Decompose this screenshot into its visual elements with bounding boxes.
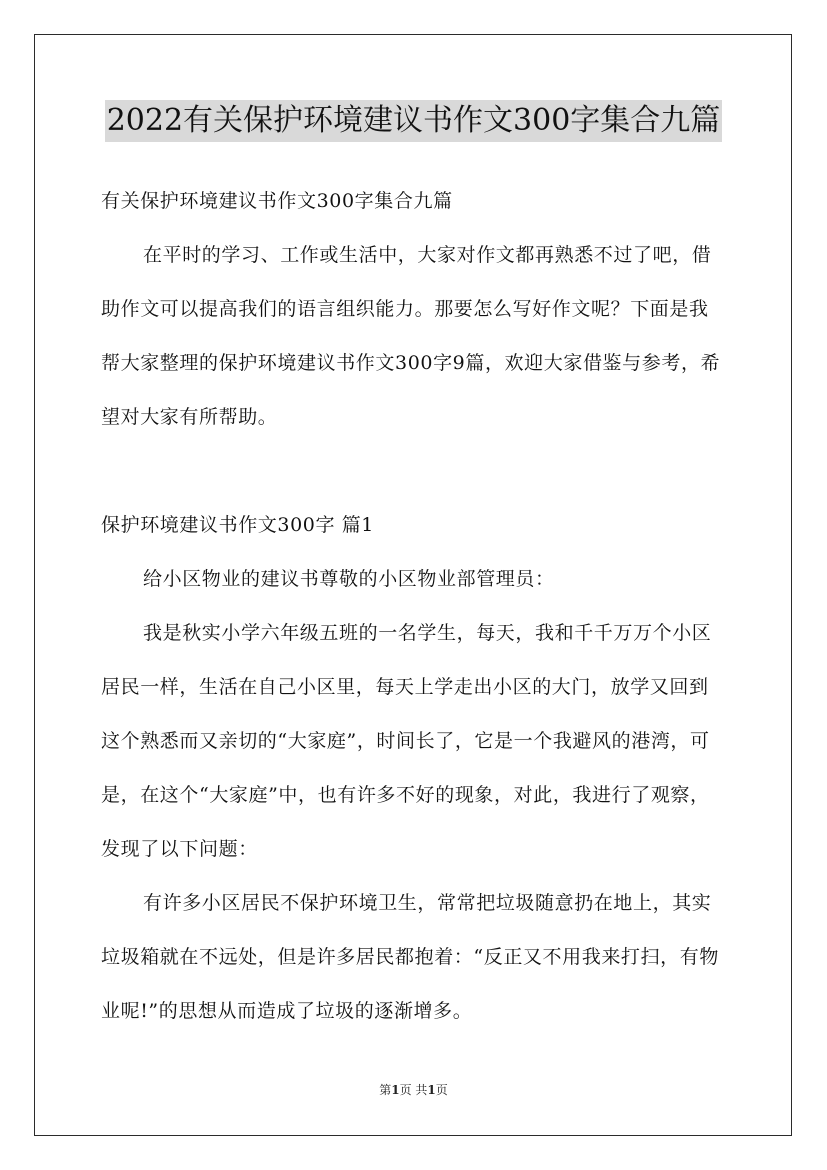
body-paragraph: 给小区物业的建议书尊敬的小区物业部管理员： — [143, 568, 555, 590]
document-subtitle: 有关保护环境建议书作文300字集合九篇 — [101, 190, 453, 212]
page-footer — [0, 1082, 827, 1098]
title-container — [0, 100, 827, 142]
body-paragraph: 我是秋实小学六年级五班的一名学生，每天，我和千千万万个小区居民一样，生活在自己小区里，每天上学走出小区的大门，放学又回到这个熟悉而又亲切的“大家庭”，时间长了，它是一个我避风的港湾，可是，在这个“大家庭”中，也有许多不好的现象，对此，我进行了观察，发现了以下问题： — [101, 622, 712, 860]
page-number: 1 — [391, 1083, 400, 1097]
document-title: 2022有关保护环境建议书作文300字集合九篇 — [105, 100, 723, 142]
page-label-mid: 页 共 — [399, 1083, 428, 1097]
section-heading: 保护环境建议书作文300字 篇1 — [101, 514, 374, 536]
paragraph-gap — [101, 444, 727, 498]
page-label-suffix: 页 — [435, 1083, 448, 1097]
page-label-prefix: 第 — [379, 1083, 392, 1097]
page-total: 1 — [427, 1083, 436, 1097]
intro-paragraph: 在平时的学习、工作或生活中，大家对作文都再熟悉不过了吧，借助作文可以提高我们的语言组织能力。那要怎么写好作文呢？下面是我帮大家整理的保护环境建议书作文300字9篇，欢迎大家借鉴与参考，希望对大家有所帮助。 — [101, 244, 721, 428]
body-paragraph: 有许多小区居民不保护环境卫生，常常把垃圾随意扔在地上，其实垃圾箱就在不远处，但是许多居民都抱着：“反正又不用我来打扫，有物业呢!”的思想从而造成了垃圾的逐渐增多。 — [101, 892, 719, 1022]
document-body — [101, 174, 727, 1038]
